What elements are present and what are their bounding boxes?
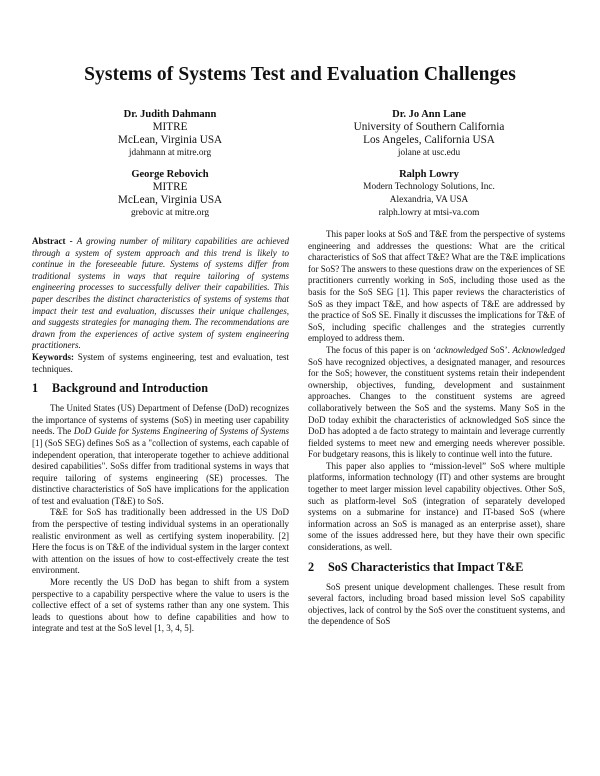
author-location: McLean, Virginia USA bbox=[117, 134, 223, 146]
emphasis: Acknowledged bbox=[512, 344, 565, 355]
right-column bbox=[308, 229, 565, 628]
section-2-paragraph-1: SoS present unique development challenges. These result from several factors, including broad based mission level SoS capability objectives, lack of control by the SoS over the constituent systems, and the dependence of SoS bbox=[308, 581, 565, 627]
author-org: University of Southern California bbox=[353, 121, 505, 133]
author-org: MITRE bbox=[152, 121, 188, 133]
author-email: grebovic at mitre.org bbox=[130, 208, 210, 218]
section-1-paragraph-1 bbox=[32, 403, 289, 507]
section-title: SoS Characteristics that Impact T&E bbox=[328, 559, 524, 574]
author-org: MITRE bbox=[152, 181, 188, 193]
author-name: Ralph Lowry bbox=[399, 169, 459, 180]
author-block-lowry bbox=[294, 168, 564, 220]
abstract bbox=[32, 236, 289, 352]
text-run: SoS’. bbox=[487, 344, 513, 355]
section-2-heading bbox=[308, 560, 565, 575]
text-run: The focus of this paper is on ‘ bbox=[326, 344, 437, 355]
text-run: SoS have recognized objectives, a designated manager, and resources for the SoS; however, the constituent systems retain their independent ownership, objectives, funding, development and sustainment approaches. Changes to the constituent systems are agreed collaboratively between the SoS and the systems. Many SoS in the DoD today exhibit the characteristics of acknowledged SoS since the DoD has adopted a de facto strategy to maintain and leverage currently fielded systems to meet new and emerging needs wherever possible. For budgetary reasons, this is likely to continue well into the future. bbox=[308, 356, 565, 460]
text-run: [1] (SoS SEG) defines SoS as a "collection of systems, each capable of independent operation, that interoperate together to achieve additional desired capabilities". SoSs differ from traditional systems in ways that require tailoring of systems engineering (SE) processes. The distinctive characteristics of SoS have implications for the application of test and evaluation (T&E) to SoS. bbox=[32, 437, 289, 506]
section-1-paragraph-4: This paper looks at SoS and T&E from the perspective of systems engineering and addresses the questions: What are the critical characteristics of SoS that affect T&E? What are the T&E implications for SoS? The answers to these questions draw on the experiences of SE practitioners currently working in SoS, including those used as the basis for the SoS SEG [1]. This paper reviews the characteristics of SoS as they impact T&E, and how aspects of T&E are addressed by the practice of SoS SE. Finally it discusses the implications for T&E of SoS, including specific challenges and the strategies currently employed to address them. bbox=[308, 229, 565, 344]
section-1-paragraph-5 bbox=[308, 345, 565, 461]
author-block-dahmann bbox=[35, 108, 305, 160]
section-1-heading bbox=[32, 381, 289, 396]
section-1-paragraph-3: More recently the US DoD has began to shift from a system perspective to a capability perspective where the value to users is the collective effect of a set of systems rather than any one system. This leads to questions about how to define capabilities and how to integrate and test at the SoS level [1, 3, 4, 5]. bbox=[32, 577, 289, 634]
abstract-label: Abstract - bbox=[32, 236, 77, 246]
author-location: McLean, Virginia USA bbox=[117, 194, 223, 206]
author-location: Alexandria, VA USA bbox=[389, 195, 469, 205]
keywords-label: Keywords: bbox=[32, 351, 78, 362]
section-1-paragraph-2: T&E for SoS has traditionally been addressed in the US DoD from the perspective of testing individual systems in an operationally realistic environment as well as certifying system inoperability. [2] Here the focus is on T&E of the individual system in the larger context with attention on the issues of how to cost-effectively create the test environment. bbox=[32, 507, 289, 576]
author-name: Dr. Judith Dahmann bbox=[123, 109, 217, 120]
author-email: ralph.lowry at mtsi-va.com bbox=[378, 208, 480, 218]
section-number: 2 bbox=[308, 559, 315, 574]
author-name: Dr. Jo Ann Lane bbox=[392, 109, 466, 120]
abstract-text: A growing number of military capabilities are achieved through a system of system approach and this trend is likely to continue in the foreseeable future. Systems of systems differ from traditional systems in ways that require tailoring of systems engineering processes to successfully deliver their capabilities. This paper describes the distinct characteristics of systems of systems that impact their test and evaluation, discusses their unique challenges, and suggests strategies for managing them. The recommendations are drawn from the experiences of active system of system engineering practitioners. bbox=[32, 236, 289, 351]
author-block-rebovich bbox=[35, 168, 305, 220]
keywords-text: System of systems engineering, test and evaluation, test techniques. bbox=[32, 351, 289, 374]
section-1-paragraph-6: This paper also applies to “mission-level” SoS where multiple platforms, information technology (IT) and other systems are brought together to meet larger mission level capability objectives. Other SoS, such as platform-level SoS (integration of separately developed systems on a submarine for instance) and IT-based SoS (where information across an SoS is managed as an enterprise asset), share some of the issues addressed here, but they have their own specific considerations, as well. bbox=[308, 460, 565, 553]
keywords bbox=[32, 352, 289, 375]
author-name: George Rebovich bbox=[131, 169, 209, 180]
author-email: jdahmann at mitre.org bbox=[128, 148, 212, 158]
text-run: The United States (US) Department of Defense (DoD) recognizes the importance of systems of systems (SoS) in meeting user capability needs. The bbox=[32, 403, 289, 437]
paper-title: Systems of Systems Test and Evaluation Challenges bbox=[84, 64, 516, 85]
left-column bbox=[32, 236, 289, 635]
emphasis: acknowledged bbox=[436, 344, 488, 355]
guide-title: DoD Guide for Systems Engineering of Systems of Systems bbox=[73, 426, 289, 437]
author-block-lane bbox=[294, 108, 564, 160]
author-email: jolane at usc.edu bbox=[397, 148, 461, 158]
author-location: Los Angeles, California USA bbox=[363, 134, 495, 146]
section-title: Background and Introduction bbox=[52, 381, 209, 396]
author-org: Modern Technology Solutions, Inc. bbox=[363, 182, 495, 192]
section-number: 1 bbox=[32, 381, 39, 396]
